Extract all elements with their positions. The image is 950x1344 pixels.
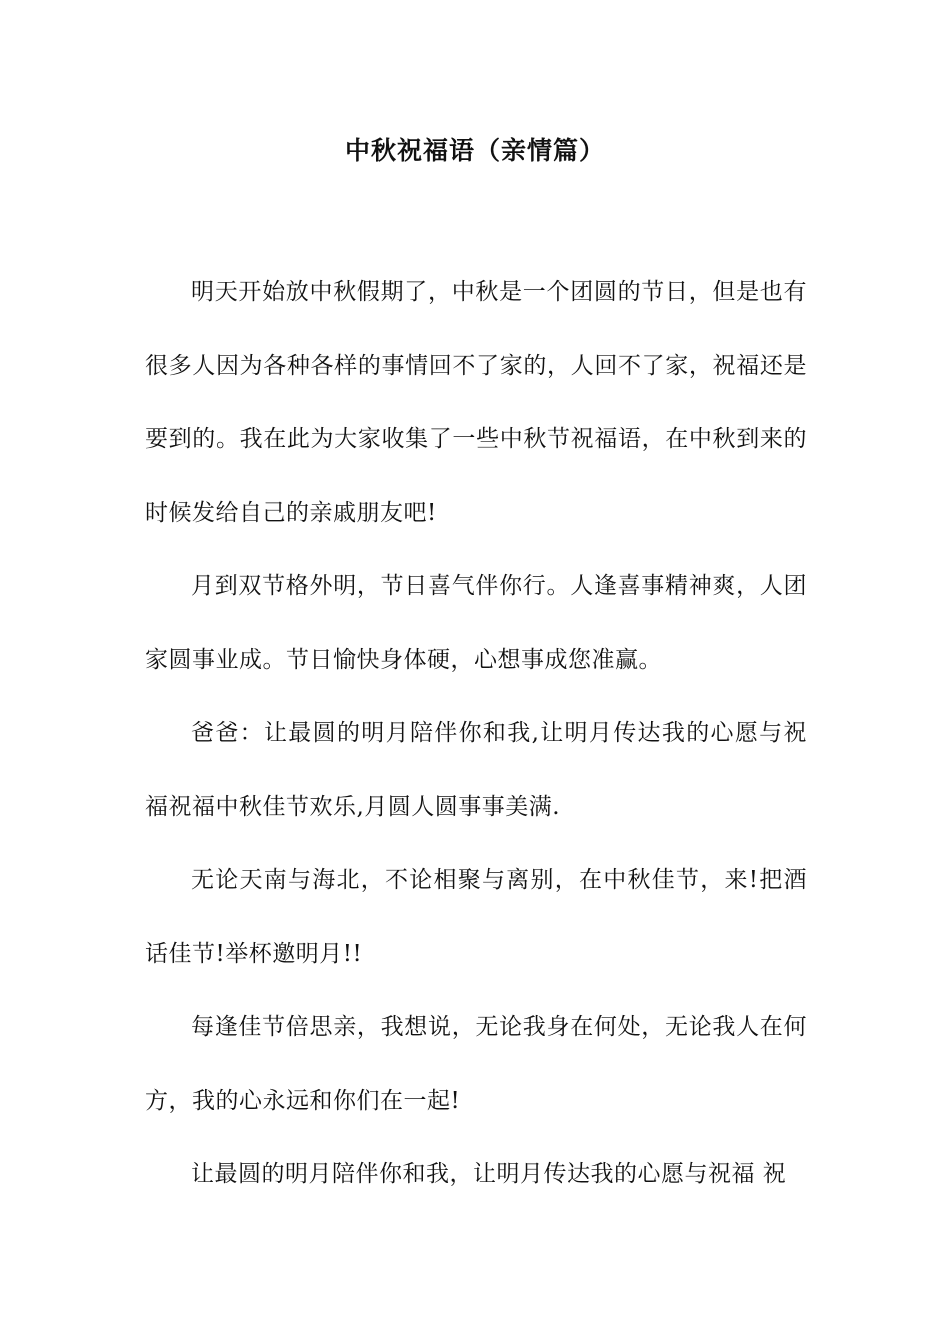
paragraph-intro: 明天开始放中秋假期了，中秋是一个团圆的节日，但是也有很多人因为各种各样的事情回不了家的，人回不了家，祝福还是要到的。我在此为大家收集了一些中秋节祝福语，在中秋到来的时候发给自己的亲戚朋友吧! [145,279,807,526]
paragraph-greeting-5: 让最圆的明月陪伴你和我，让明月传达我的心愿与祝福 祝 [191,1161,787,1187]
paragraph-greeting-1: 月到双节格外明，节日喜气伴你行。人逢喜事精神爽，人团家圆事业成。节日愉快身体硬，心想事成您准赢。 [145,573,807,673]
paragraph-greeting-3: 无论天南与海北，不论相聚与离别，在中秋佳节，来!把酒话佳节!举杯邀明月!! [145,867,807,967]
document-title: 中秋祝福语（亲情篇） [344,136,605,165]
paragraph-greeting-2: 爸爸：让最圆的明月陪伴你和我,让明月传达我的心愿与祝福祝福中秋佳节欢乐,月圆人圆事事美满. [145,720,807,820]
document-body [145,256,807,1212]
paragraph-greeting-4: 每逢佳节倍思亲，我想说，无论我身在何处，无论我人在何方，我的心永远和你们在一起! [145,1014,807,1114]
